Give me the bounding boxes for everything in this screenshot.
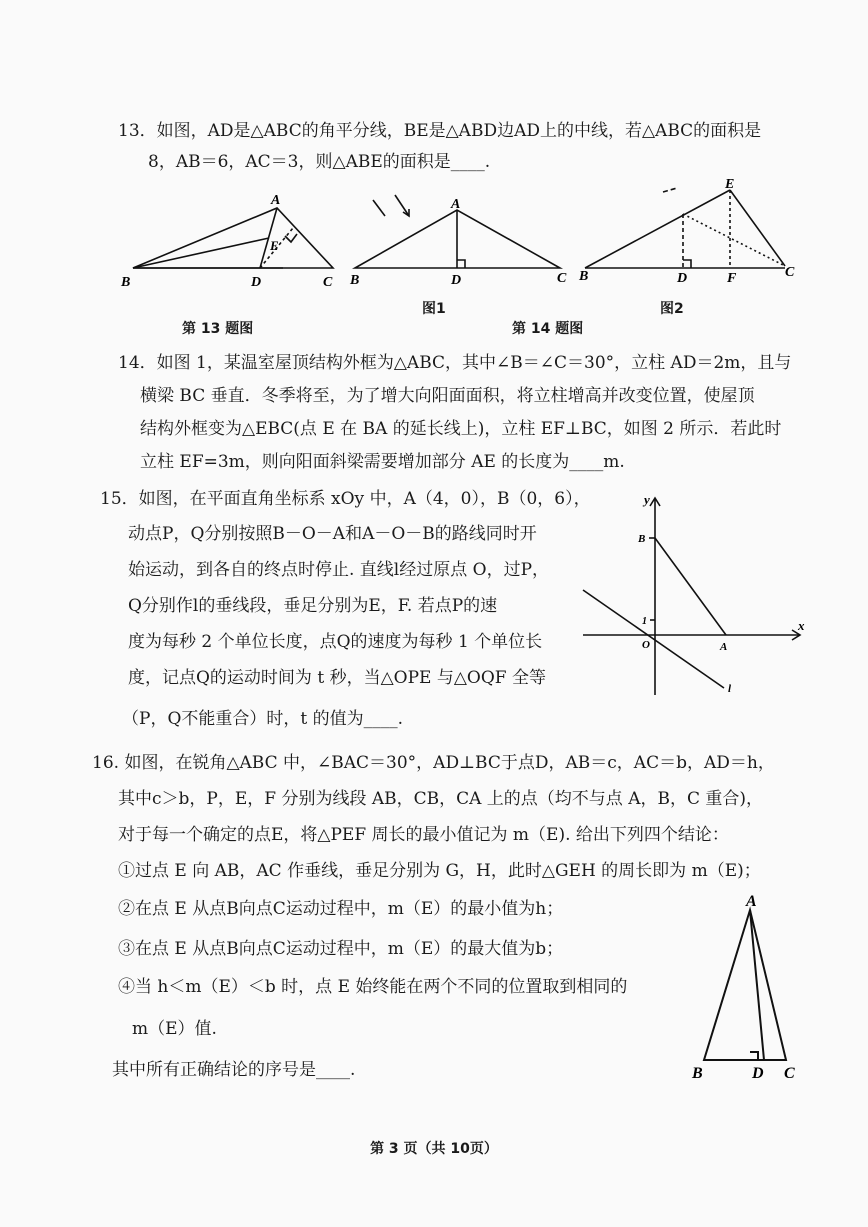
q16-line-6: ③在点 E 从点B向点C运动过程中，m（E）的最大值为b；: [118, 939, 564, 959]
q14-fig1-label-c: C: [557, 271, 567, 286]
q14-fig2-label-d: D: [677, 271, 688, 286]
q14-fig1-label-d: D: [451, 273, 462, 288]
q16-line-7: ④当 h＜m（E）＜b 时，点 E 始终能在两个不同的位置取到相同的: [118, 977, 628, 997]
q16-label-d: D: [752, 1065, 764, 1082]
q13-label-e: E: [270, 238, 279, 253]
q15-line-6: 度，记点Q的运动时间为 t 秒，当△OPE 与△OQF 全等: [128, 668, 546, 688]
q15-coordinate-figure: [578, 490, 808, 705]
q13-label-b: B: [121, 275, 131, 290]
q15-label-y: y: [644, 492, 650, 507]
q16-line-2: 其中c＞b，P，E，F 分别为线段 AB，CB，CA 上的点（均不与点 A，B，C 重合)，: [118, 789, 764, 809]
q14-figure-1: [345, 190, 575, 290]
q15-line-4: Q分别作l的垂线段，垂足分别为E，F. 若点P的速: [128, 596, 498, 616]
q14-caption: 第 14 题图: [512, 321, 584, 337]
q14-line-1: 14．如图 1，某温室屋顶结构外框为△ABC，其中∠B＝∠C＝30°，立柱 AD＝2m，且与: [118, 353, 792, 373]
q15-label-b: B: [638, 533, 646, 545]
q15-label-x: x: [798, 618, 805, 633]
q14-line-4: 立柱 EF=3m，则向阳面斜梁需要增加部分 AE 的长度为____m.: [140, 452, 625, 472]
q16-line-3: 对于每一个确定的点E，将△PEF 周长的最小值记为 m（E). 给出下列四个结论：: [118, 825, 729, 845]
q14-fig2-label-b: B: [579, 269, 589, 284]
q14-fig2-label-e: E: [725, 177, 735, 192]
q14-fig1-caption: 图1: [422, 301, 446, 317]
q16-line-5: ②在点 E 从点B向点C运动过程中，m（E）的最小值为h；: [118, 899, 564, 919]
q15-label-l: l: [728, 683, 732, 695]
q16-line-1: 16. 如图，在锐角△ABC 中，∠BAC＝30°，AD⊥BC于点D，AB＝c，AC＝b，AD＝h，: [92, 753, 775, 773]
q15-line-7: （P，Q不能重合）时，t 的值为____.: [122, 709, 404, 729]
q15-line-2: 动点P，Q分别按照B－O－A和A－O－B的路线同时开: [128, 524, 537, 544]
q16-line-9: 其中所有正确结论的序号是____.: [112, 1060, 356, 1080]
q15-line-5: 度为每秒 2 个单位长度，点Q的速度为每秒 1 个单位长: [128, 632, 543, 652]
q13-caption: 第 13 题图: [182, 321, 254, 337]
q14-fig1-label-b: B: [350, 273, 360, 288]
q13-label-d: D: [251, 275, 262, 290]
q14-figure-2: [575, 170, 805, 290]
q14-fig2-label-c: C: [785, 265, 795, 280]
q16-label-c: C: [784, 1065, 795, 1082]
q16-triangle-figure: [690, 888, 810, 1088]
q15-line-3: 始运动，到各自的终点时停止. 直线l经过原点 O，过P，: [128, 560, 550, 580]
q15-label-o: O: [642, 639, 650, 651]
q13-figure: [115, 190, 345, 295]
q16-label-a: A: [746, 893, 757, 910]
q14-fig2-caption: 图2: [660, 301, 684, 317]
q15-label-a: A: [720, 641, 728, 653]
q16-line-4: ①过点 E 向 AB，AC 作垂线，垂足分别为 G，H，此时△GEH 的周长即为 m（E)；: [118, 861, 761, 881]
q14-fig1-label-a: A: [451, 197, 461, 212]
q13-line-1: 13．如图，AD是△ABC的角平分线，BE是△ABD边AD上的中线，若△ABC的面积是: [118, 121, 762, 141]
q15-line-1: 15．如图，在平面直角坐标系 xOy 中，A（4，0），B（0，6），: [100, 489, 591, 509]
q13-label-c: C: [323, 275, 333, 290]
q13-line-2: 8，AB＝6，AC＝3，则△ABE的面积是____.: [148, 152, 491, 172]
q13-label-a: A: [271, 193, 281, 208]
q15-label-one: 1: [642, 616, 647, 627]
q14-line-3: 结构外框变为△EBC(点 E 在 BA 的延长线上)，立柱 EF⊥BC，如图 2 所示．若此时: [140, 419, 782, 439]
page-footer: 第 3 页（共 10页）: [370, 1141, 498, 1157]
q14-fig2-label-f: F: [727, 271, 737, 286]
q16-line-8: m（E）值.: [132, 1019, 217, 1039]
q16-label-b: B: [692, 1065, 703, 1082]
q14-line-2: 横梁 BC 垂直．冬季将至，为了增大向阳面面积，将立柱增高并改变位置，使屋顶: [140, 386, 755, 406]
